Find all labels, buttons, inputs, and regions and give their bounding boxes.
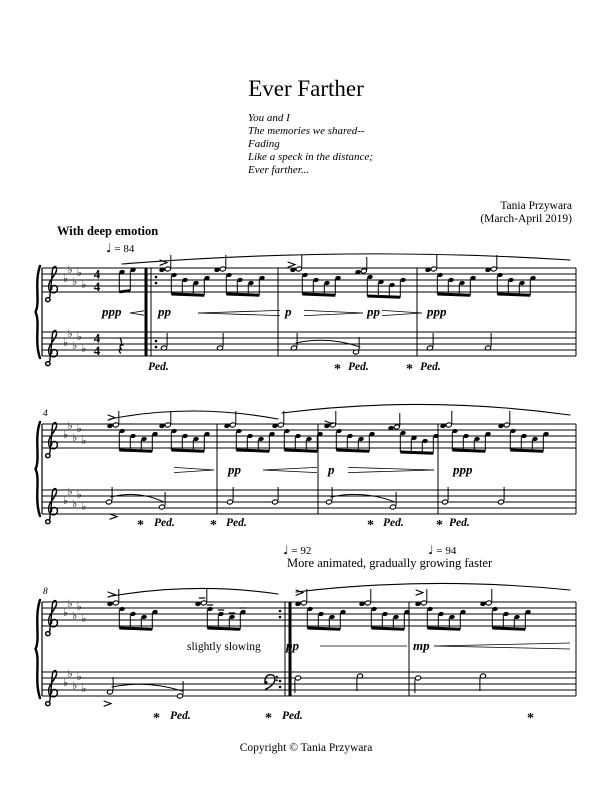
tempo-value: = 94 [436,545,457,557]
grand-staff-brace [36,266,41,358]
path [46,267,58,302]
treble-clef-icon [46,601,58,636]
hairpin-crescendo [198,310,280,313]
half-notehead [365,600,371,605]
flat-sign-icon: ♭ [63,429,68,441]
flat-sign-icon: ♭ [72,276,78,288]
flat-sign-icon: ♭ [81,435,87,447]
flat-sign-icon: ♭ [81,683,87,695]
flat-sign-icon: ♭ [63,273,68,285]
treble-clef-icon [46,331,58,366]
beam [427,628,460,629]
dynamic-mp: mp [413,638,430,653]
pedal-release-icon: * [406,362,413,377]
half-notehead [491,266,497,271]
half-notehead [165,422,171,427]
pedal-release-icon: * [334,362,341,377]
beam [492,628,525,629]
hairpin-diminuendo [174,467,214,470]
hairpin-crescendo [434,646,570,649]
half-notehead [278,422,284,427]
half-notehead [415,675,421,680]
flat-sign-icon: ♭ [72,432,78,444]
flat-sign-icon: ♭ [63,495,68,507]
repeat-dot [279,680,282,683]
half-notehead [113,600,119,605]
phrase-slur [122,254,570,264]
poem-line-4: Like a speck in the distance; [248,151,373,163]
hairpin-crescendo [130,313,144,315]
half-notehead [421,600,427,605]
beam [236,450,269,451]
tempo-marking-92 [283,543,311,557]
beam [437,294,470,295]
beam [302,294,335,295]
poem-epigraph [248,112,373,177]
half-notehead [159,504,165,509]
half-notehead [431,266,437,271]
flat-sign-icon: ♭ [81,613,87,625]
flat-sign-icon: ♭ [63,677,68,689]
half-notehead [357,673,363,678]
tempo-value: = 84 [114,243,135,255]
flat-sign-icon: ♭ [67,598,73,610]
measure-number: 4 [43,409,48,419]
half-notehead [107,689,113,694]
treble-clef-icon [46,423,58,458]
beam [207,628,240,629]
pedal-release-icon: * [367,518,374,533]
flat-sign-icon: ♭ [67,420,73,432]
animato-marking: More animated, gradually growing faster [287,556,493,570]
quarter-note-icon: ♩ [428,543,434,557]
half-notehead [442,499,448,504]
treble-clef-icon [46,267,58,302]
beam [119,450,152,451]
copyright-notice: Copyright © Tania Przywara [239,742,373,754]
half-notehead [446,422,452,427]
bass-clef-dot [264,681,267,684]
flat-sign-icon: ♭ [67,328,73,340]
hairpin-diminuendo [382,313,422,316]
tempo-marking-94 [428,543,456,557]
half-notehead [498,499,504,504]
flat-sign-icon: ♭ [72,680,78,692]
beam [336,450,369,451]
treble-clef-icon [46,671,58,706]
beam [371,628,404,629]
path [46,671,58,706]
half-notehead [217,345,223,350]
music-system-2 [30,395,586,541]
pedal-mark: Ped. [282,710,303,722]
phrase-slur [110,411,278,419]
repeat-dot [155,282,158,285]
bass-clef-dot [276,676,278,678]
half-notehead [201,600,207,605]
half-notehead [161,345,167,350]
grand-staff-brace [36,600,41,698]
flat-sign-icon: ♭ [72,498,78,510]
dynamic-pp: pp [158,304,171,319]
accent-mark [288,262,295,267]
tempo-value: = 92 [291,545,312,557]
flat-sign-icon: ♭ [63,607,68,619]
flat-sign-icon: ♭ [76,601,82,613]
pedal-mark: Ped. [348,361,369,373]
phrase-slur [112,588,278,596]
grand-staff-brace [36,422,41,516]
bass-clef-icon [264,675,278,690]
pedal-mark: Ped. [420,361,441,373]
pedal-mark: Ped. [383,517,404,529]
beam [284,450,317,451]
flat-sign-icon: ♭ [67,486,73,498]
half-notehead [296,266,302,271]
half-notehead [177,693,183,698]
repeat-dot [279,610,282,613]
flat-sign-icon: ♭ [76,423,82,435]
dynamic-ppp: ppp [453,462,473,477]
repeat-dot [279,616,282,619]
beam [119,628,152,629]
flat-sign-icon: ♭ [81,279,87,291]
flat-sign-icon: ♭ [76,671,82,683]
pedal-mark: Ped. [170,710,191,722]
hairpin-crescendo [434,643,570,646]
hairpin-diminuendo [304,310,363,313]
measure-number: 8 [43,587,48,597]
flat-sign-icon: ♭ [72,340,78,352]
repeat-dot [279,686,282,689]
flat-sign-icon: ♭ [81,343,87,355]
treble-clef-icon [46,489,58,524]
half-notehead [480,673,486,678]
half-notehead [390,504,396,509]
dynamic-p: p [285,304,292,319]
hairpin-crescendo [263,467,317,470]
half-notehead [394,424,400,429]
half-notehead [165,266,171,271]
pedal-release-icon: * [265,711,272,726]
pedal-release-icon: * [153,711,160,726]
quarter-note-icon: ♩ [106,241,112,255]
half-notehead [220,266,226,271]
composer-name: Tania Przywara [500,200,572,212]
dynamic-pp: pp [286,638,299,653]
half-notehead [326,499,332,504]
flat-sign-icon: ♭ [76,331,82,343]
flat-sign-icon: ♭ [63,337,68,349]
half-notehead [295,675,301,680]
music-system-1 [30,248,586,386]
time-signature: 4 [93,279,101,294]
path [119,338,122,353]
hairpin-diminuendo [174,470,214,473]
page-title: Ever Farther [248,76,364,101]
poem-line-5: Ever farther... [248,164,310,176]
hairpin-crescendo [198,313,280,316]
pedal-mark: Ped. [154,517,175,529]
flat-sign-icon: ♭ [81,501,87,513]
hairpin-diminuendo [304,313,363,316]
accent-mark [108,592,115,597]
half-notehead [106,499,112,504]
quarter-note-icon: ♩ [283,543,289,557]
composition-date: (March-April 2019) [480,213,572,225]
expression-marking: With deep emotion [57,224,159,238]
beam [400,452,433,453]
flat-sign-icon: ♭ [72,610,78,622]
path [46,601,58,636]
flat-sign-icon: ♭ [76,267,82,279]
hairpin-crescendo [263,470,317,473]
dynamic-p: p [328,462,335,477]
time-signature: 4 [93,330,101,346]
hairpin-crescendo [130,311,144,313]
phrase-slur [282,404,570,415]
path [46,489,58,524]
beam [497,294,530,295]
half-notehead [486,600,492,605]
pedal-release-icon: * [527,711,534,726]
half-notehead [353,349,359,354]
dynamic-ppp: ppp [102,304,122,319]
repeat-dot [155,340,158,343]
hairpin-diminuendo [382,310,422,313]
pedal-release-icon: * [137,518,144,533]
accent-mark [108,415,115,420]
beam [226,294,259,295]
accent-mark [416,590,423,595]
path [46,423,58,458]
composer-block [480,200,572,226]
pedal-mark: Ped. [449,517,470,529]
poem-line-1: You and I [248,112,290,124]
half-notehead [485,345,491,350]
phrase-slur [296,583,570,592]
tempo-text: slightly slowing [187,641,261,653]
pedal-mark: Ped. [148,361,169,373]
poem-line-3: Fading [248,138,280,150]
half-notehead [272,499,278,504]
accent-mark [110,514,117,519]
repeat-dot [155,276,158,279]
pedal-mark: Ped. [226,517,247,529]
accent-mark [104,701,111,706]
time-signature: 4 [93,266,101,282]
beam [510,450,543,451]
hairpin-diminuendo [348,467,434,470]
music-system-3 [30,580,586,734]
time-signature: 4 [93,343,101,358]
beam [119,291,130,293]
flat-sign-icon: ♭ [76,489,82,501]
half-notehead [504,422,510,427]
half-notehead [227,499,233,504]
dynamic-ppp: ppp [427,304,447,319]
beam [307,628,340,629]
beam [171,294,204,295]
half-notehead [427,345,433,350]
half-notehead [361,268,367,273]
flat-sign-icon: ♭ [67,264,73,276]
half-notehead [301,600,307,605]
half-notehead [113,422,119,427]
bass-clef-dot [276,679,278,681]
poem-line-2: The memories we shared-- [248,125,365,137]
pedal-release-icon: * [210,518,217,533]
flat-sign-icon: ♭ [67,668,73,680]
path [46,331,58,366]
pedal-release-icon: * [436,518,443,533]
half-notehead [291,345,297,350]
beam [171,450,204,451]
dynamic-pp: pp [228,462,241,477]
beam [367,296,400,297]
quarter-rest-icon [119,338,122,353]
hairpin-diminuendo [348,470,434,473]
beam [452,450,485,451]
repeat-dot [155,346,158,349]
dynamic-pp: pp [367,304,380,319]
half-notehead [230,422,236,427]
